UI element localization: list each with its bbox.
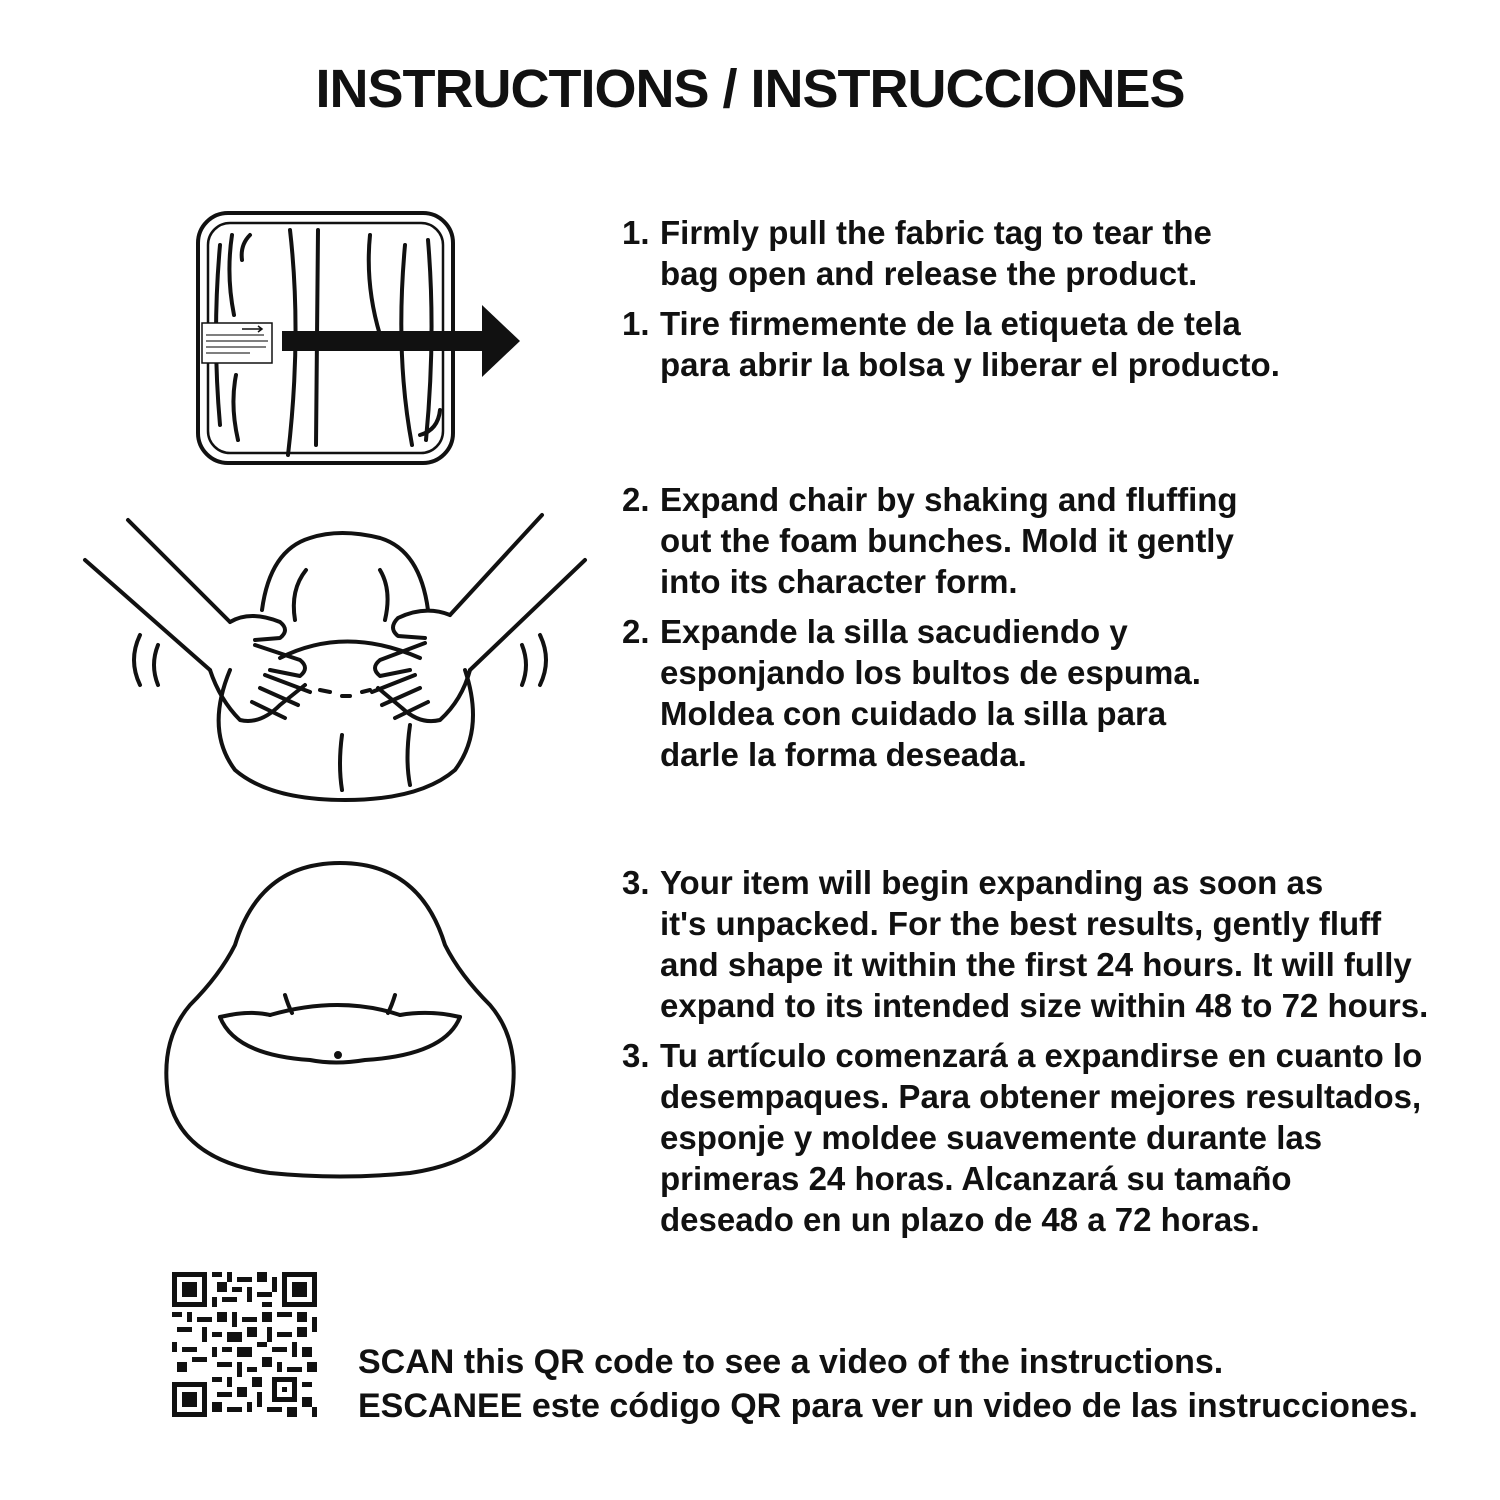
- step-3-english: [622, 862, 1482, 1026]
- step-number: 1.: [622, 305, 650, 342]
- instruction-line: and shape it within the first 24 hours. It will fully: [660, 946, 1412, 983]
- qr-instructions: [358, 1340, 1418, 1428]
- step-1-spanish: [622, 303, 1482, 385]
- instruction-line: esponjando los bultos de espuma.: [660, 654, 1201, 691]
- instruction-line: deseado en un plazo de 48 a 72 horas.: [660, 1201, 1260, 1238]
- step-2-spanish: [622, 611, 1482, 775]
- instruction-line: darle la forma deseada.: [660, 736, 1027, 773]
- instruction-line: para abrir la bolsa y liberar el producto.: [660, 346, 1280, 383]
- step-number: 2.: [622, 481, 650, 518]
- step-number: 1.: [622, 214, 650, 251]
- qr-instruction-english: SCAN this QR code to see a video of the instructions.: [358, 1343, 1224, 1381]
- step-3-spanish: [622, 1035, 1482, 1240]
- instruction-line: primeras 24 horas. Alcanzará su tamaño: [660, 1160, 1292, 1197]
- step-1-text: [622, 212, 1482, 394]
- qr-code-icon[interactable]: [172, 1272, 317, 1417]
- step-number: 3.: [622, 864, 650, 901]
- instruction-line: Moldea con cuidado la silla para: [660, 695, 1167, 732]
- instruction-line: Expand chair by shaking and fluffing: [660, 481, 1238, 518]
- instruction-line: expand to its intended size within 48 to 72 hours.: [660, 987, 1429, 1024]
- step-3-text: [622, 862, 1482, 1249]
- instruction-line: Your item will begin expanding as soon as: [660, 864, 1324, 901]
- step-number: 3.: [622, 1037, 650, 1074]
- instruction-line: it's unpacked. For the best results, gently fluff: [660, 905, 1382, 942]
- step-1-english: [622, 212, 1482, 294]
- page-title: INSTRUCTIONS / INSTRUCCIONES: [315, 59, 1185, 119]
- step-2-text: [622, 479, 1482, 784]
- instruction-line: esponje y moldee suavemente durante las: [660, 1119, 1323, 1156]
- instruction-line: Expande la silla sacudiendo y: [660, 613, 1128, 650]
- torn-bag-icon: [190, 205, 530, 475]
- instruction-line: Tire firmemente de la etiqueta de tela: [660, 305, 1241, 342]
- step-2-english: [622, 479, 1482, 602]
- instruction-line: desempaques. Para obtener mejores resultados,: [660, 1078, 1422, 1115]
- instruction-line: Tu artículo comenzará a expandirse en cuanto lo: [660, 1037, 1423, 1074]
- qr-instruction-spanish: ESCANEE este código QR para ver un video de las instrucciones.: [358, 1387, 1418, 1425]
- step-number: 2.: [622, 613, 650, 650]
- hands-fluffing-chair-icon: [80, 510, 600, 810]
- instruction-line: Firmly pull the fabric tag to tear the: [660, 214, 1212, 251]
- instruction-line: out the foam bunches. Mold it gently: [660, 522, 1234, 559]
- instruction-line: bag open and release the product.: [660, 255, 1198, 292]
- bean-bag-chair-icon: [160, 855, 520, 1180]
- instruction-line: into its character form.: [660, 563, 1018, 600]
